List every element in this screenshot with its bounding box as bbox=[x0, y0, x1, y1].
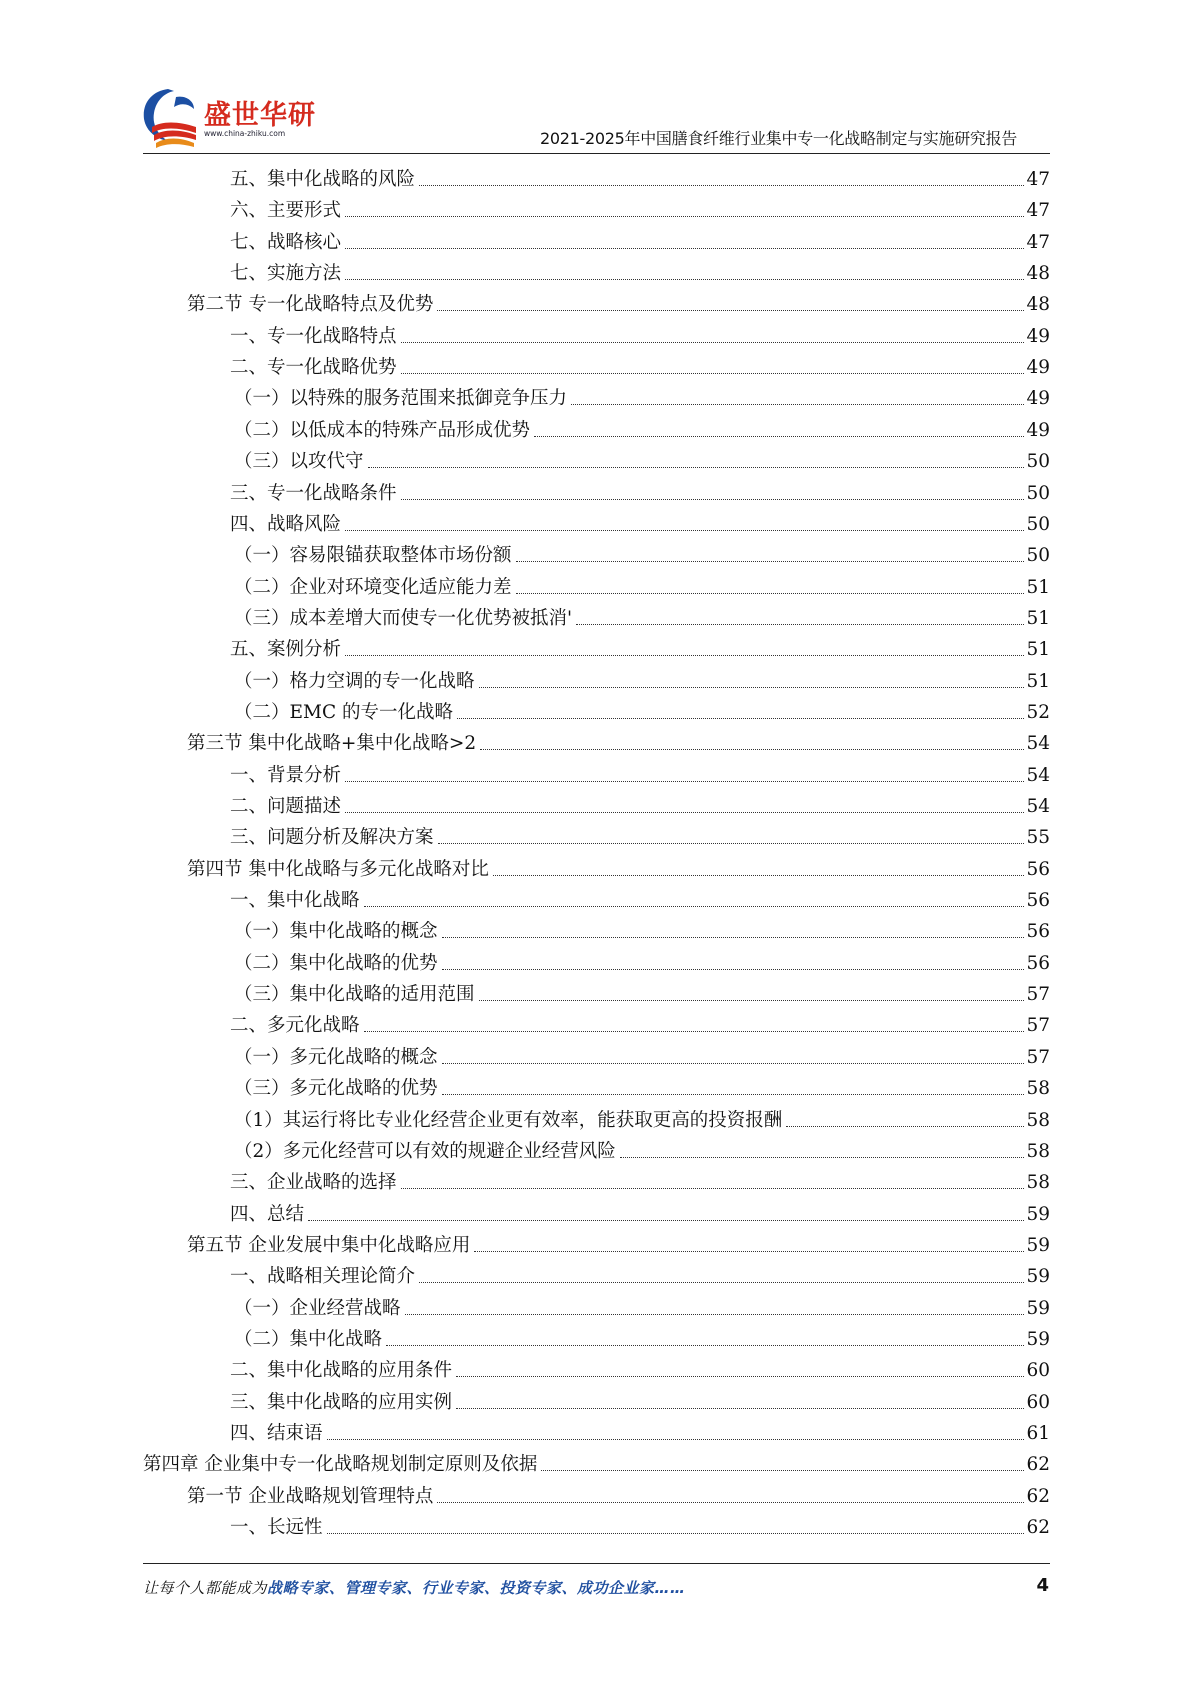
report-title: 2021-2025年中国膳食纤维行业集中专一化战略制定与实施研究报告 bbox=[539, 129, 1017, 148]
toc-entry-page: 54 bbox=[1026, 796, 1050, 817]
toc-leader-dots bbox=[516, 593, 1025, 594]
toc-entry-title: 一、长远性 bbox=[230, 1517, 323, 1539]
toc-entry-page: 54 bbox=[1026, 733, 1050, 755]
toc-leader-dots bbox=[493, 875, 1025, 876]
toc-leader-dots bbox=[368, 467, 1025, 468]
toc-entry-title: （一）多元化战略的概念 bbox=[234, 1046, 438, 1068]
toc-entry[interactable] bbox=[230, 1008, 1050, 1038]
toc-entry[interactable] bbox=[234, 946, 1050, 976]
toc-leader-dots bbox=[401, 373, 1025, 374]
toc-entry[interactable] bbox=[234, 1040, 1050, 1070]
toc-entry-page: 48 bbox=[1026, 263, 1050, 285]
toc-entry-page: 50 bbox=[1026, 482, 1050, 504]
toc-entry-title: 四、战略风险 bbox=[230, 513, 342, 535]
toc-entry[interactable] bbox=[230, 789, 1050, 819]
logo-url: www.china-zhiku.com bbox=[204, 129, 286, 138]
toc-entry[interactable] bbox=[230, 758, 1050, 788]
toc-entry[interactable] bbox=[230, 193, 1050, 223]
toc-entry[interactable] bbox=[234, 1103, 1050, 1133]
toc-entry[interactable] bbox=[230, 507, 1050, 537]
toc-entry-title: （一）企业经营战略 bbox=[234, 1297, 401, 1319]
toc-entry-page: 62 bbox=[1026, 1517, 1050, 1539]
toc-entry-title: （三）集中化战略的适用范围 bbox=[234, 984, 475, 1006]
toc-entry-title: 二、专一化战略优势 bbox=[230, 357, 397, 379]
toc-entry-page: 49 bbox=[1026, 419, 1050, 441]
toc-entry-title: 二、集中化战略的应用条件 bbox=[230, 1360, 453, 1382]
toc-leader-dots bbox=[474, 1251, 1024, 1252]
toc-entry-page: 50 bbox=[1026, 513, 1050, 535]
toc-entry-page: 51 bbox=[1026, 607, 1050, 629]
toc-leader-dots bbox=[786, 1126, 1024, 1127]
toc-entry-title: 一、战略相关理论简介 bbox=[230, 1266, 416, 1288]
toc-entry[interactable] bbox=[230, 1165, 1050, 1195]
toc-entry-title: 第一节 企业战略规划管理特点 bbox=[187, 1485, 434, 1507]
toc-entry-title: （一）以特殊的服务范围来抵御竞争压力 bbox=[234, 388, 568, 410]
toc-leader-dots bbox=[438, 843, 1025, 844]
logo-emblem-icon bbox=[138, 85, 202, 149]
company-logo bbox=[138, 85, 316, 149]
toc-entry-title: 三、集中化战略的应用实例 bbox=[230, 1391, 453, 1413]
toc-entry-page: 55 bbox=[1026, 827, 1050, 849]
toc-leader-dots bbox=[479, 687, 1025, 688]
toc-entry-page: 51 bbox=[1026, 670, 1050, 692]
toc-leader-dots bbox=[401, 499, 1025, 500]
toc-entry-title: 三、企业战略的选择 bbox=[230, 1172, 397, 1194]
toc-entry-page: 59 bbox=[1026, 1203, 1050, 1225]
toc-entry-title: （二）EMC 的专一化战略 bbox=[234, 701, 453, 723]
toc-entry[interactable] bbox=[234, 664, 1050, 694]
toc-entry[interactable] bbox=[234, 914, 1050, 944]
toc-entry-page: 57 bbox=[1026, 1046, 1050, 1068]
toc-entry-title: 二、多元化战略 bbox=[230, 1015, 360, 1037]
toc-entry[interactable] bbox=[230, 162, 1050, 192]
toc-leader-dots bbox=[345, 279, 1024, 280]
toc-entry[interactable] bbox=[230, 820, 1050, 850]
footer-slogan-emphasis: 战略专家、管理专家、行业专家、投资专家、成功企业家…… bbox=[267, 1579, 686, 1597]
toc-leader-dots bbox=[419, 185, 1024, 186]
toc-entry-title: 第二节 专一化战略特点及优势 bbox=[187, 294, 434, 316]
toc-entry-title: （二）集中化战略 bbox=[234, 1328, 383, 1350]
toc-entry[interactable] bbox=[230, 225, 1050, 255]
toc-leader-dots bbox=[327, 1533, 1025, 1534]
toc-entry-title: 第五节 企业发展中集中化战略应用 bbox=[187, 1234, 471, 1256]
toc-leader-dots bbox=[364, 906, 1025, 907]
toc-entry-page: 60 bbox=[1026, 1391, 1050, 1413]
toc-leader-dots bbox=[345, 655, 1024, 656]
footer-slogan-lead: 让每个人都能成为 bbox=[143, 1579, 268, 1597]
toc-leader-dots bbox=[345, 812, 1024, 813]
header-divider bbox=[143, 153, 1050, 154]
toc-entry-page: 56 bbox=[1026, 858, 1050, 880]
toc-entry-title: 一、集中化战略 bbox=[230, 890, 360, 912]
toc-leader-dots bbox=[345, 248, 1024, 249]
toc-entry-page: 47 bbox=[1026, 231, 1050, 253]
toc-entry-page: 58 bbox=[1026, 1078, 1050, 1100]
toc-entry[interactable] bbox=[234, 977, 1050, 1007]
toc-entry-page: 49 bbox=[1026, 357, 1050, 379]
toc-entry-page: 61 bbox=[1026, 1423, 1050, 1444]
toc-entry[interactable] bbox=[234, 1134, 1050, 1164]
toc-entry[interactable] bbox=[234, 538, 1050, 568]
footer-divider bbox=[143, 1563, 1050, 1564]
toc-entry-page: 62 bbox=[1026, 1485, 1050, 1507]
toc-entry[interactable] bbox=[187, 852, 1050, 882]
toc-leader-dots bbox=[345, 781, 1024, 782]
toc-entry[interactable] bbox=[230, 350, 1050, 380]
toc-entry-page: 56 bbox=[1026, 952, 1050, 974]
toc-entry[interactable] bbox=[234, 1322, 1050, 1352]
toc-entry[interactable] bbox=[230, 1197, 1050, 1227]
toc-entry-title: （二）以低成本的特殊产品形成优势 bbox=[234, 419, 531, 441]
toc-entry[interactable] bbox=[230, 632, 1050, 662]
toc-entry-title: 三、问题分析及解决方案 bbox=[230, 827, 434, 849]
logo-wordmark: 盛世华研 bbox=[204, 100, 316, 131]
toc-entry-page: 58 bbox=[1026, 1140, 1050, 1162]
toc-entry-title: 第四节 集中化战略与多元化战略对比 bbox=[187, 858, 489, 880]
toc-entry-page: 57 bbox=[1026, 984, 1050, 1006]
toc-entry-title: 七、实施方法 bbox=[230, 263, 342, 285]
toc-leader-dots bbox=[405, 1314, 1025, 1315]
toc-entry[interactable] bbox=[187, 287, 1050, 317]
toc-leader-dots bbox=[442, 1063, 1025, 1064]
toc-entry-page: 58 bbox=[1026, 1109, 1050, 1131]
toc-entry[interactable] bbox=[187, 1479, 1050, 1509]
toc-entry-title: （1）其运行将比专业化经营企业更有效率，能获取更高的投资报酬 bbox=[234, 1109, 783, 1131]
toc-leader-dots bbox=[541, 1470, 1024, 1471]
toc-entry[interactable] bbox=[234, 1291, 1050, 1321]
toc-entry[interactable] bbox=[234, 381, 1050, 411]
toc-entry-title: （2）多元化经营可以有效的规避企业经营风险 bbox=[234, 1140, 616, 1162]
toc-entry-title: （一）容易限锚获取整体市场份额 bbox=[234, 545, 512, 567]
toc-entry-page: 60 bbox=[1026, 1360, 1050, 1382]
toc-leader-dots bbox=[308, 1220, 1024, 1221]
toc-entry-page: 56 bbox=[1026, 921, 1050, 943]
toc-entry-title: 一、专一化战略特点 bbox=[230, 325, 397, 347]
toc-entry[interactable] bbox=[234, 570, 1050, 600]
toc-leader-dots bbox=[442, 937, 1025, 938]
toc-entry-page: 49 bbox=[1026, 325, 1050, 347]
toc-entry[interactable] bbox=[234, 601, 1050, 631]
toc-entry[interactable] bbox=[234, 1071, 1050, 1101]
toc-entry-title: 三、专一化战略条件 bbox=[230, 482, 397, 504]
toc-entry-page: 49 bbox=[1026, 388, 1050, 410]
toc-entry-title: 二、问题描述 bbox=[230, 796, 342, 817]
toc-leader-dots bbox=[401, 1188, 1025, 1189]
toc-entry[interactable] bbox=[143, 1447, 1050, 1477]
toc-leader-dots bbox=[442, 1094, 1025, 1095]
toc-entry-page: 57 bbox=[1026, 1015, 1050, 1037]
toc-leader-dots bbox=[364, 1031, 1025, 1032]
toc-entry-title: （一）格力空调的专一化战略 bbox=[234, 670, 475, 692]
toc-leader-dots bbox=[386, 1345, 1024, 1346]
toc-leader-dots bbox=[480, 749, 1024, 750]
toc-entry-page: 59 bbox=[1026, 1328, 1050, 1350]
toc-leader-dots bbox=[401, 342, 1025, 343]
toc-entry-title: 七、战略核心 bbox=[230, 231, 342, 253]
page-number: 4 bbox=[1036, 1575, 1049, 1596]
toc-entry-title: 四、结束语 bbox=[230, 1423, 323, 1444]
toc-entry[interactable] bbox=[234, 444, 1050, 474]
toc-entry-title: 五、集中化战略的风险 bbox=[230, 169, 416, 190]
toc-leader-dots bbox=[345, 530, 1024, 531]
toc-entry-page: 54 bbox=[1026, 764, 1050, 786]
toc-entry-page: 59 bbox=[1026, 1234, 1050, 1256]
toc-entry[interactable] bbox=[230, 1385, 1050, 1415]
toc-leader-dots bbox=[456, 1376, 1024, 1377]
toc-entry[interactable] bbox=[230, 1416, 1050, 1446]
toc-leader-dots bbox=[437, 1502, 1024, 1503]
toc-entry[interactable] bbox=[234, 413, 1050, 443]
toc-entry-title: （二）集中化战略的优势 bbox=[234, 952, 438, 974]
toc-entry-page: 59 bbox=[1026, 1266, 1050, 1288]
toc-entry-title: 六、主要形式 bbox=[230, 200, 342, 222]
toc-entry-title: 第四章 企业集中专一化战略规划制定原则及依据 bbox=[143, 1454, 538, 1476]
toc-entry-page: 51 bbox=[1026, 639, 1050, 661]
toc-leader-dots bbox=[534, 436, 1024, 437]
toc-entry-page: 47 bbox=[1026, 200, 1050, 222]
toc-entry-page: 51 bbox=[1026, 576, 1050, 598]
toc-entry[interactable] bbox=[230, 1259, 1050, 1289]
toc-entry[interactable] bbox=[230, 883, 1050, 913]
toc-entry-page: 56 bbox=[1026, 890, 1050, 912]
toc-entry-page: 58 bbox=[1026, 1172, 1050, 1194]
toc-entry[interactable] bbox=[187, 1228, 1050, 1258]
toc-entry-title: 五、案例分析 bbox=[230, 639, 342, 661]
toc-entry-title: 四、总结 bbox=[230, 1203, 305, 1225]
page-header bbox=[0, 0, 1191, 160]
toc-entry-title: （二）企业对环境变化适应能力差 bbox=[234, 576, 512, 598]
toc-entry-page: 48 bbox=[1026, 294, 1050, 316]
toc-entry-page: 59 bbox=[1026, 1297, 1050, 1319]
toc-leader-dots bbox=[456, 1408, 1024, 1409]
toc-entry[interactable] bbox=[187, 726, 1050, 756]
toc-entry-title: （一）集中化战略的概念 bbox=[234, 921, 438, 943]
toc-entry-title: （三）成本差增大而使专一化优势被抵消' bbox=[234, 607, 573, 629]
toc-entry-page: 62 bbox=[1026, 1454, 1050, 1476]
toc-entry-page: 47 bbox=[1026, 169, 1050, 190]
toc-entry[interactable] bbox=[230, 319, 1050, 349]
toc-entry-title: （三）多元化战略的优势 bbox=[234, 1078, 438, 1100]
toc-leader-dots bbox=[576, 624, 1024, 625]
footer-slogan bbox=[143, 1577, 686, 1598]
toc-leader-dots bbox=[327, 1439, 1025, 1440]
toc-leader-dots bbox=[479, 1000, 1025, 1001]
toc-leader-dots bbox=[442, 969, 1025, 970]
toc-entry[interactable] bbox=[230, 1353, 1050, 1383]
toc-leader-dots bbox=[457, 718, 1024, 719]
toc-entry[interactable] bbox=[230, 476, 1050, 506]
toc-entry-page: 50 bbox=[1026, 451, 1050, 473]
toc-entry-title: 一、背景分析 bbox=[230, 764, 342, 786]
toc-entry-title: （三）以攻代守 bbox=[234, 451, 364, 473]
toc-entry[interactable] bbox=[234, 695, 1050, 725]
toc-entry[interactable] bbox=[230, 1510, 1050, 1540]
toc-entry-title: 第三节 集中化战略+集中化战略>2 bbox=[187, 733, 477, 755]
toc-entry[interactable] bbox=[230, 256, 1050, 286]
toc-entry-page: 50 bbox=[1026, 545, 1050, 567]
toc-leader-dots bbox=[620, 1157, 1025, 1158]
toc-leader-dots bbox=[419, 1282, 1024, 1283]
toc-leader-dots bbox=[437, 310, 1024, 311]
toc-leader-dots bbox=[571, 404, 1024, 405]
toc-leader-dots bbox=[516, 561, 1025, 562]
toc-entry-page: 52 bbox=[1026, 701, 1050, 723]
toc-leader-dots bbox=[345, 216, 1024, 217]
